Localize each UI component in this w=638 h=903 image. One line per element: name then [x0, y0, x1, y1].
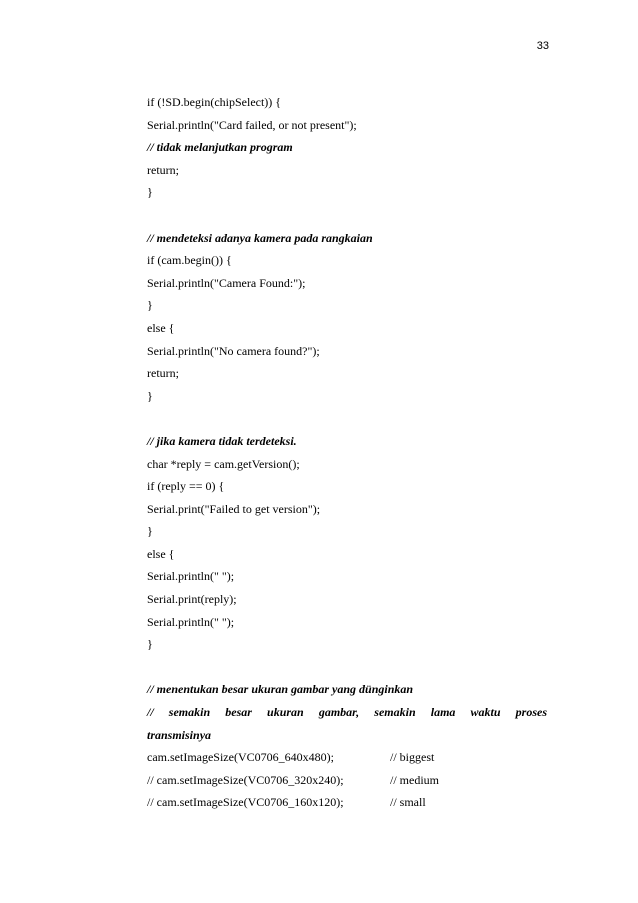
- image-size-call: // cam.setImageSize(VC0706_320x240);: [147, 772, 344, 787]
- code-line: }: [147, 185, 153, 200]
- page-number: 33: [536, 40, 549, 52]
- code-line: Serial.print("Failed to get version");: [147, 501, 321, 516]
- image-size-comment: // biggest: [390, 750, 435, 765]
- image-size-line: [147, 769, 547, 792]
- code-comment: // semakin besar ukuran gambar, semakin lama waktu proses: [147, 705, 547, 720]
- image-size-call: cam.setImageSize(VC0706_640x480);: [147, 750, 334, 765]
- image-size-call: // cam.setImageSize(VC0706_160x120);: [147, 795, 344, 810]
- blank-line: [147, 204, 547, 227]
- code-line: else {: [147, 546, 175, 561]
- blank-line: [147, 656, 547, 679]
- code-line: else {: [147, 320, 175, 335]
- code-line: }: [147, 298, 153, 313]
- code-line: Serial.println("No camera found?");: [147, 343, 320, 358]
- code-line: }: [147, 637, 153, 652]
- code-comment: // tidak melanjutkan program: [147, 140, 293, 155]
- code-listing: [147, 91, 547, 814]
- code-comment: transmisinya: [147, 727, 212, 742]
- image-size-comment: // medium: [390, 772, 439, 787]
- code-line: }: [147, 524, 153, 539]
- image-size-line: [147, 791, 547, 814]
- code-line: Serial.println("Card failed, or not present");: [147, 117, 357, 132]
- code-comment: // menentukan besar ukuran gambar yang dünginkan: [147, 682, 414, 697]
- image-size-line: [147, 746, 547, 769]
- code-line: Serial.print(reply);: [147, 592, 237, 607]
- blank-line: [147, 407, 547, 430]
- code-line: if (cam.begin()) {: [147, 253, 232, 268]
- code-line: char *reply = cam.getVersion();: [147, 456, 300, 471]
- code-line: Serial.println("Camera Found:");: [147, 275, 306, 290]
- image-size-comment: // small: [390, 795, 426, 810]
- code-line: }: [147, 388, 153, 403]
- code-comment: // mendeteksi adanya kamera pada rangkaian: [147, 230, 373, 245]
- code-line: return;: [147, 366, 179, 381]
- code-line: if (reply == 0) {: [147, 479, 225, 494]
- code-line: if (!SD.begin(chipSelect)) {: [147, 95, 282, 109]
- code-line: Serial.println(" ");: [147, 614, 235, 629]
- code-comment: // jika kamera tidak terdeteksi.: [147, 433, 297, 448]
- code-line: Serial.println(" ");: [147, 569, 235, 584]
- code-line: return;: [147, 162, 179, 177]
